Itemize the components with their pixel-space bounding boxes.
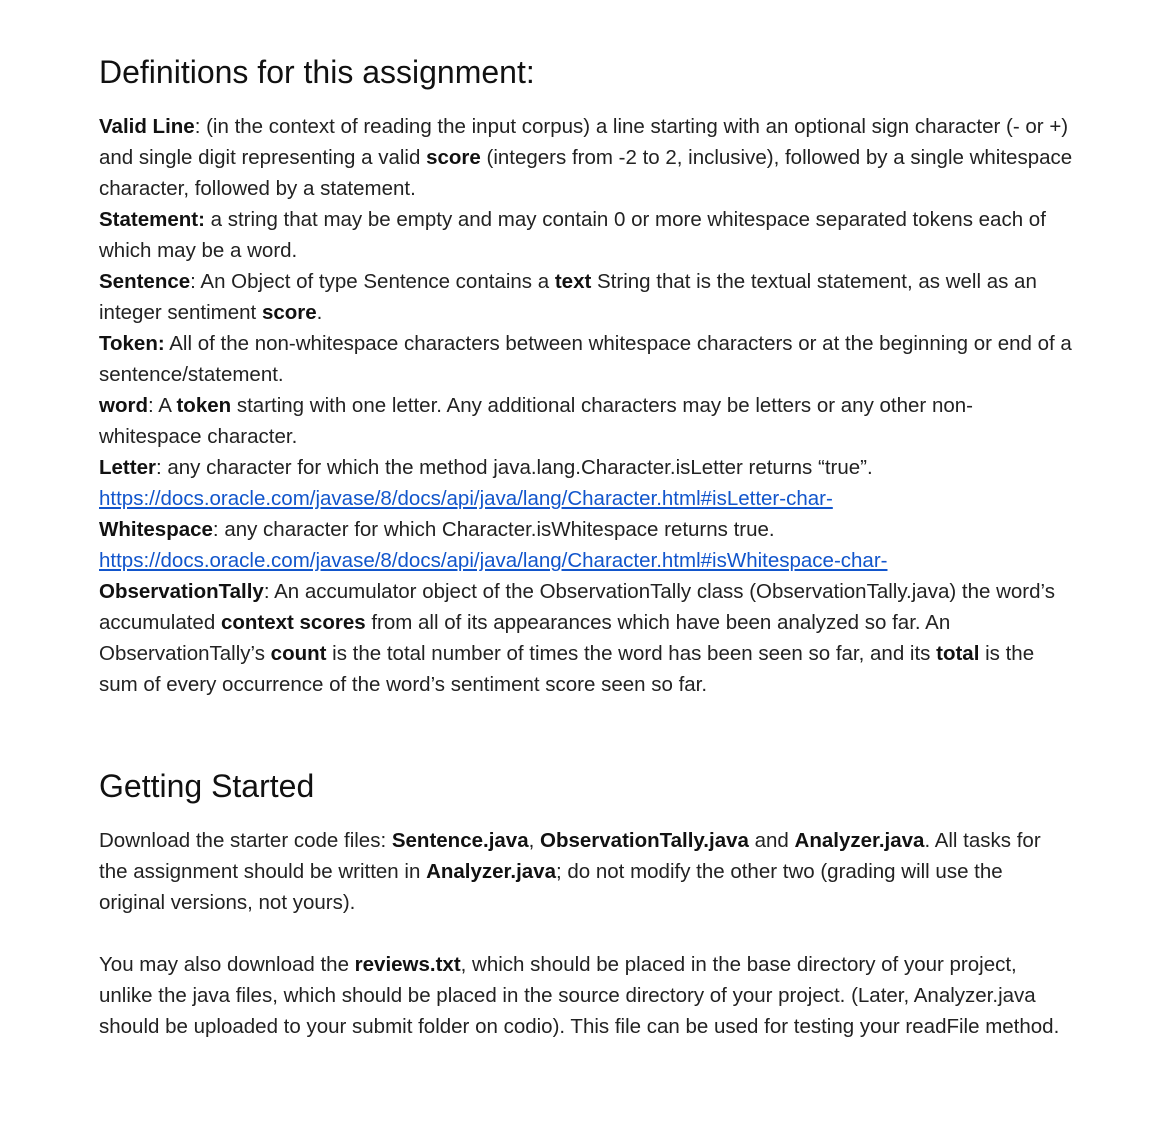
term-word: word (99, 394, 148, 417)
term-statement: Statement: (99, 208, 205, 231)
term-observation-tally: ObservationTally (99, 580, 264, 603)
def-letter: Letter: any character for which the method java.lang.Character.isLetter returns “true”. https://docs.oracle.com/javase/8/docs/api/java/lang/Character.html#isLetter-char- (99, 456, 873, 510)
file-reviews-txt: reviews.txt (354, 953, 461, 976)
term-sentence: Sentence (99, 270, 191, 293)
def-sentence: Sentence: An Object of type Sentence contains a text String that is the textual statement, as well as an integer sentiment score. (99, 270, 1037, 324)
def-statement: Statement: a string that may be empty and may contain 0 or more whitespace separated tokens each of which may be a word. (99, 208, 1046, 262)
term-token: Token: (99, 332, 165, 355)
def-valid-line: Valid Line: (in the context of reading the input corpus) a line starting with an optional sign character (- or +) and single digit representing a valid score (integers from -2 to 2, inclusive), followed by a single whitespace character, followed by a statement. (99, 115, 1073, 200)
file-analyzer-java-2: Analyzer.java (426, 860, 556, 883)
starter-code-paragraph: Download the starter code files: Sentence.java, ObservationTally.java and Analyzer.java. All tasks for the assignment should be written in Analyzer.java; do not modify the other two (grading will use the original versions, not yours). (99, 829, 1041, 914)
term-whitespace: Whitespace (99, 518, 213, 541)
file-analyzer-java: Analyzer.java (794, 829, 925, 852)
term-valid-line: Valid Line (99, 115, 195, 138)
definitions-list (99, 111, 1074, 700)
def-word: word: A token starting with one letter. Any additional characters may be letters or any other non-whitespace character. (99, 394, 973, 448)
definitions-heading: Definitions for this assignment: (99, 54, 535, 90)
getting-started-section (99, 764, 1074, 1042)
link-iswhitespace[interactable]: https://docs.oracle.com/javase/8/docs/api/java/lang/Character.html#isWhitespace-char- (99, 549, 888, 572)
term-letter: Letter (99, 456, 156, 479)
file-sentence-java: Sentence.java (391, 829, 529, 852)
def-token: Token: All of the non-whitespace characters between whitespace characters or at the beginning or end of a sentence/statement. (99, 332, 1072, 386)
def-observation-tally: ObservationTally: An accumulator object of the ObservationTally class (ObservationTally.java) the word’s accumulated context scores from all of its appearances which have been analyzed so far. An ObservationTally’s count is the total number of times the word has been seen so far, and its total is the sum of every occurrence of the word’s sentiment score seen so far. (99, 580, 1055, 696)
link-isletter[interactable]: https://docs.oracle.com/javase/8/docs/api/java/lang/Character.html#isLetter-char- (99, 487, 833, 510)
file-observationtally-java: ObservationTally.java (540, 829, 749, 852)
getting-started-heading: Getting Started (99, 768, 315, 804)
reviews-paragraph: You may also download the reviews.txt, which should be placed in the base directory of your project, unlike the java files, which should be placed in the source directory of your project. (Later, Analyzer.java should be uploaded to your submit folder on codio). This file can be used for testing your readFile method. (99, 953, 1060, 1038)
def-whitespace: Whitespace: any character for which Character.isWhitespace returns true. https://docs.oracle.com/javase/8/docs/api/java/lang/Character.html#isWhitespace-char- (99, 518, 888, 572)
definitions-section (99, 50, 1074, 700)
